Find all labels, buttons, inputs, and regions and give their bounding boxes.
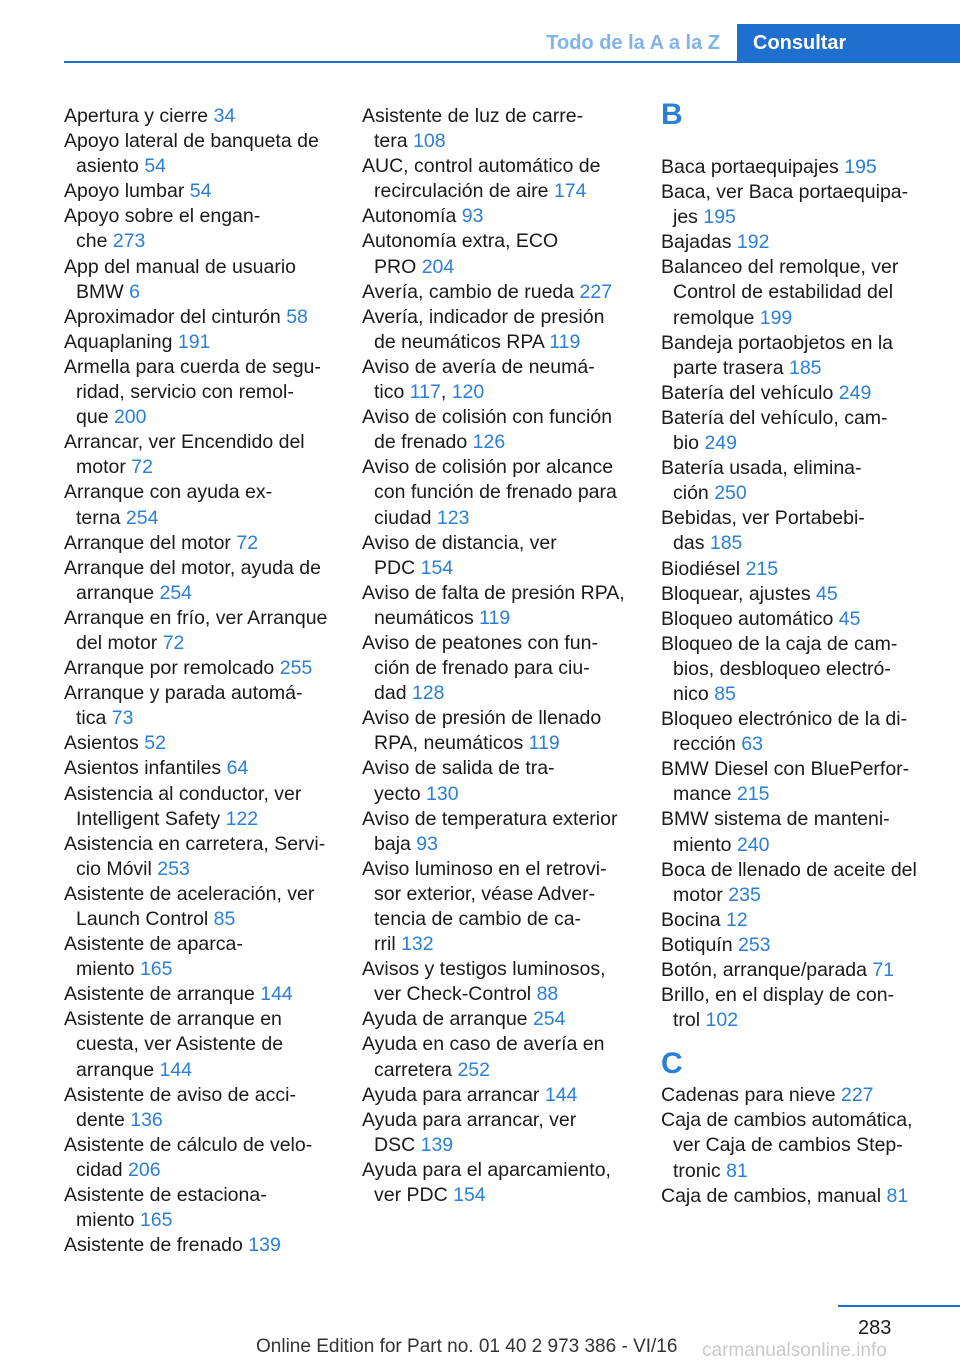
index-entry: Bloqueo electrónico de la di- rección 63 <box>661 708 908 756</box>
page-link[interactable]: 144 <box>544 1083 578 1106</box>
index-entry: Bebidas, ver Portabebi- das 185 <box>661 507 865 555</box>
index-entry: Bloqueo automático 45 <box>661 607 861 630</box>
page-link[interactable]: 34 <box>213 105 236 127</box>
index-entry: Bandeja portaobjetos en la parte trasera 185 <box>661 331 894 379</box>
index-entry: App del manual de usuario BMW 6 <box>64 255 296 303</box>
index-column-1 <box>64 104 336 1258</box>
index-entry: Ayuda para el aparcamiento, ver PDC 154 <box>362 1158 611 1207</box>
page-link[interactable]: 240 <box>736 833 770 856</box>
page-link[interactable]: 206 <box>128 1158 161 1181</box>
index-entry: Aviso de colisión por alcance con función de frenado para ciudad 123 <box>362 456 617 529</box>
index-entry: Autonomía 93 <box>362 205 484 228</box>
page-link[interactable]: 185 <box>709 532 743 555</box>
page-link[interactable]: 132 <box>401 933 434 956</box>
page-link[interactable]: 63 <box>741 733 763 756</box>
index-entry: Bloqueo de la caja de cam- bios, desbloqueo electró- nico 85 <box>661 632 898 705</box>
index-entry: Ayuda de arranque 254 <box>362 1008 566 1031</box>
page-link[interactable]: 253 <box>737 933 771 956</box>
page-link[interactable]: 165 <box>139 958 173 981</box>
page-link[interactable]: 139 <box>248 1234 281 1257</box>
index-entry: Asistencia en carretera, Servi- cio Móvil 253 <box>64 832 326 880</box>
index-entry: Baca, ver Baca portaequipa- jes 195 <box>661 181 909 229</box>
index-entry: Aviso de distancia, ver PDC 154 <box>362 531 557 579</box>
index-entry: Ayuda para arrancar 144 <box>362 1083 578 1106</box>
index-entry: Bocina 12 <box>661 908 748 931</box>
watermark: carmanualsonline.info <box>702 1340 887 1361</box>
page-link[interactable]: 73 <box>111 707 134 730</box>
index-entry: Asistente de luz de carre- tera 108 <box>362 105 584 153</box>
index-entry: Asientos infantiles 64 <box>64 757 249 780</box>
page-link[interactable]: 122 <box>225 807 259 830</box>
page-link[interactable]: 81 <box>726 1159 748 1182</box>
page-link[interactable]: 185 <box>788 356 822 379</box>
page-link[interactable]: 139 <box>420 1133 454 1156</box>
page-link[interactable]: 128 <box>411 682 445 705</box>
section-letter-b: B <box>661 98 683 131</box>
page-link[interactable]: 72 <box>162 631 185 654</box>
index-entry: Asistencia al conductor, ver Intelligent Safety 122 <box>64 782 302 830</box>
page-link[interactable]: 88 <box>536 983 559 1006</box>
page-link[interactable]: 250 <box>714 482 747 505</box>
index-entry: Ayuda para arrancar, ver DSC 139 <box>362 1108 577 1156</box>
index-entry: Asistente de aceleración, ver Launch Control 85 <box>64 882 315 930</box>
page-link[interactable]: 191 <box>177 330 211 353</box>
page-link[interactable]: 54 <box>189 180 212 203</box>
page-link[interactable]: 52 <box>144 732 166 755</box>
index-entry: Aviso de falta de presión RPA, neumáticos 119 <box>362 581 625 629</box>
page-link[interactable]: 119 <box>528 732 560 755</box>
section-letter-c: C <box>661 1047 683 1081</box>
index-entry: Bajadas 192 <box>661 231 770 254</box>
page-link[interactable]: 136 <box>130 1108 163 1131</box>
page-link[interactable]: 72 <box>131 456 153 479</box>
page-link[interactable]: 93 <box>461 205 484 228</box>
page-link[interactable]: 71 <box>872 959 895 981</box>
index-entry: AUC, control automático de recirculación de aire 174 <box>362 155 601 203</box>
page-link[interactable]: 200 <box>113 406 147 429</box>
index-entry: Aviso luminoso en el retrovi- sor exterior, véase Adver- tencia de cambio de ca- rril 132 <box>362 857 607 956</box>
index-entry: Botón, arranque/parada 71 <box>661 959 895 981</box>
page-link[interactable]: 235 <box>728 883 761 906</box>
page-link[interactable]: 123 <box>436 506 470 529</box>
page-link[interactable]: 165 <box>139 1209 173 1232</box>
index-entry: Ayuda en caso de avería en carretera 252 <box>362 1033 605 1081</box>
page-number: 283 <box>858 1317 892 1339</box>
index-entry: Batería del vehículo 249 <box>661 381 872 404</box>
index-entry: Asistente de frenado 139 <box>64 1234 281 1257</box>
index-entry: Avisos y testigos luminosos, ver Check-Control 88 <box>362 958 606 1006</box>
page-link[interactable]: 58 <box>286 305 308 328</box>
index-entry: Cadenas para nieve 227 <box>661 1084 874 1107</box>
page-link[interactable]: 254 <box>532 1008 566 1031</box>
page-link[interactable]: 227 <box>579 280 613 303</box>
index-entry: Apoyo sobre el engan- che 273 <box>64 205 261 253</box>
page-link[interactable]: 154 <box>420 556 454 579</box>
index-entry: Aviso de salida de tra- yecto 130 <box>362 757 555 805</box>
index-entry: Arranque del motor 72 <box>64 531 259 554</box>
page-link[interactable]: 102 <box>705 1009 739 1032</box>
page-link[interactable]: 45 <box>816 582 838 605</box>
index-entry: Aviso de avería de neumá- tico 117, 120 <box>362 355 595 404</box>
index-entry: Asistente de estaciona- miento 165 <box>64 1184 267 1232</box>
header-section-title: Todo de la A a la Z <box>546 32 720 54</box>
page-link[interactable]: 204 <box>421 255 455 278</box>
index-entry: Arranque del motor, ayuda de arranque 254 <box>64 556 321 604</box>
page-link[interactable]: 273 <box>112 230 146 253</box>
index-entry: Arranque por remolcado 255 <box>64 657 313 680</box>
index-entry: Armella para cuerda de segu- ridad, servicio con remol- que 200 <box>64 355 321 429</box>
page-link[interactable]: 54 <box>144 155 167 178</box>
page-link[interactable]: 120 <box>451 381 485 404</box>
page-link[interactable]: 227 <box>840 1084 874 1107</box>
page-link[interactable]: 195 <box>703 206 736 229</box>
index-entry: Asistente de cálculo de velo- cidad 206 <box>64 1133 313 1181</box>
page-link[interactable]: 195 <box>844 156 877 178</box>
index-entry: BMW sistema de manteni- miento 240 <box>661 808 890 856</box>
index-entry: Caja de cambios, manual 81 <box>661 1184 909 1207</box>
header-tab-label: Consultar <box>753 32 847 54</box>
index-column-3 <box>661 98 933 1209</box>
page-link[interactable]: 192 <box>736 231 770 254</box>
index-entry: Aproximador del cinturón 58 <box>64 305 308 328</box>
edition-note: Online Edition for Part no. 01 40 2 973 386 - VI/16 <box>256 1336 678 1357</box>
page-link[interactable]: 81 <box>886 1184 909 1207</box>
page-link[interactable]: 144 <box>260 983 293 1006</box>
page-link[interactable]: 126 <box>472 431 506 454</box>
page-link[interactable]: 117 <box>409 381 441 404</box>
page-link[interactable]: 215 <box>745 557 779 580</box>
index-entry: Balanceo del remolque, ver Control de estabilidad del remolque 199 <box>661 256 899 329</box>
page-link[interactable]: 154 <box>453 1184 486 1207</box>
page-link[interactable]: 6 <box>129 280 140 303</box>
index-entry: Brillo, en el display de con- trol 102 <box>661 984 895 1032</box>
index-entry: Biodiésel 215 <box>661 557 779 580</box>
page-link[interactable]: 108 <box>413 130 446 153</box>
page-link[interactable]: 85 <box>213 908 236 930</box>
page-link[interactable]: 215 <box>736 783 770 806</box>
page-link[interactable]: 119 <box>549 330 581 353</box>
header-tab[interactable] <box>737 24 960 62</box>
index-entry: BMW Diesel con BluePerfor- mance 215 <box>661 758 910 806</box>
page-link[interactable]: 249 <box>704 432 737 455</box>
index-entry: Botiquín 253 <box>661 933 771 956</box>
index-entry: Avería, cambio de rueda 227 <box>362 280 613 303</box>
index-column-2 <box>362 104 634 1208</box>
index-entry: Asientos 52 <box>64 732 166 755</box>
page-link[interactable]: 249 <box>838 381 872 404</box>
index-entry: Batería del vehículo, cam- bio 249 <box>661 406 888 455</box>
page-link[interactable]: 252 <box>457 1058 490 1081</box>
page-link[interactable]: 254 <box>159 581 193 604</box>
index-entry: Apoyo lumbar 54 <box>64 180 212 203</box>
index-entry: Boca de llenado de aceite del motor 235 <box>661 858 917 906</box>
index-entry: Bloquear, ajustes 45 <box>661 582 838 605</box>
header-rule <box>64 61 960 63</box>
page-link[interactable]: 93 <box>416 832 438 855</box>
page-link[interactable]: 255 <box>279 657 313 680</box>
index-entry: Asistente de aviso de acci- dente 136 <box>64 1083 296 1131</box>
index-entry: Baca portaequipajes 195 <box>661 156 877 178</box>
page-link[interactable]: 72 <box>236 531 259 554</box>
index-entry: Arranque en frío, ver Arranque del motor 72 <box>64 606 328 654</box>
index-entry: Asistente de arranque 144 <box>64 983 293 1006</box>
index-entry: Asistente de arranque en cuesta, ver Asistente de arranque 144 <box>64 1008 284 1081</box>
index-entry: Caja de cambios automática, ver Caja de cambios Step- tronic 81 <box>661 1109 913 1182</box>
index-entry: Arrancar, ver Encendido del motor 72 <box>64 431 305 479</box>
page-link[interactable]: 174 <box>553 180 587 203</box>
page-link[interactable]: 254 <box>125 506 159 529</box>
page-link[interactable]: 253 <box>157 857 190 880</box>
page-link[interactable]: 144 <box>159 1058 193 1081</box>
index-entry: Aviso de peatones con fun- ción de frenado para ciu- dad 128 <box>362 631 598 705</box>
index-entry: Apertura y cierre 34 <box>64 105 236 127</box>
index-entry: Asistente de aparca- miento 165 <box>64 933 243 981</box>
footer-rule <box>838 1305 960 1307</box>
page-link[interactable]: 199 <box>759 306 793 329</box>
page-link[interactable]: 119 <box>479 606 511 629</box>
page-link[interactable]: 64 <box>226 757 249 780</box>
index-entry: Aviso de temperatura exterior baja 93 <box>362 807 618 855</box>
index-entry: Aquaplaning 191 <box>64 330 211 353</box>
page-link[interactable]: 12 <box>726 908 748 931</box>
index-entry: Batería usada, elimina- ción 250 <box>661 457 862 505</box>
page-link[interactable]: 130 <box>426 782 459 805</box>
page-link[interactable]: 45 <box>838 607 861 630</box>
index-entry: Avería, indicador de presión de neumáticos RPA 119 <box>362 305 605 353</box>
index-entry: Autonomía extra, ECO PRO 204 <box>362 230 559 278</box>
index-entry: Apoyo lateral de banqueta de asiento 54 <box>64 130 319 178</box>
index-entry: Aviso de colisión con función de frenado 126 <box>362 406 613 454</box>
page-link[interactable]: 85 <box>714 682 736 705</box>
index-entry: Aviso de presión de llenado RPA, neumáticos 119 <box>362 707 602 755</box>
index-entry: Arranque con ayuda ex- terna 254 <box>64 481 273 529</box>
index-entry: Arranque y parada automá- tica 73 <box>64 682 303 730</box>
